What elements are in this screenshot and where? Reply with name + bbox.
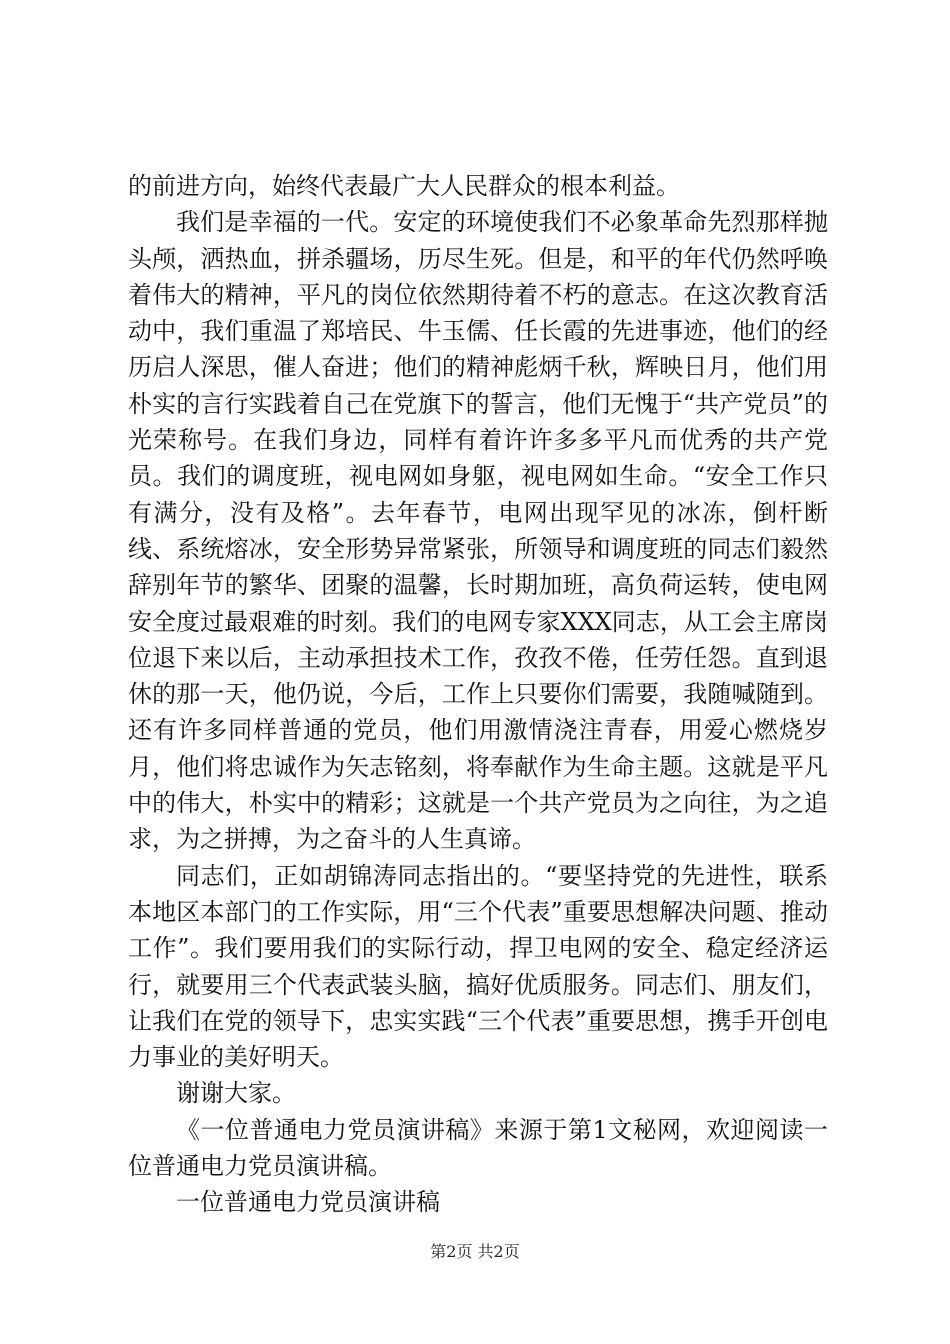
- paragraph-title-repeat: 一位普通电力党员演讲稿: [176, 1188, 440, 1217]
- page-number-footer: 第2页 共2页: [430, 1242, 520, 1261]
- document-body: [128, 168, 828, 1221]
- paragraph-happy-generation: 我们是幸福的一代。安定的环境使我们不必象革命先烈那样抛头颅，洒热血，拼杀疆场，历尽生死。但是，和平的年代仍然呼唤着伟大的精神，平凡的岗位依然期待着不朽的意志。在这次教育活动中，我们重温了郑培民、牛玉儒、任长霞的先进事迹，他们的经历启人深思，催人奋进；他们的精神彪炳千秋，辉映日月，他们用朴实的言行实践着自己在党旗下的誓言，他们无愧于“共产党员”的光荣称号。在我们身边，同样有着许许多多平凡而优秀的共产党员。我们的调度班，视电网如身躯，视电网如生命。“安全工作只有满分，没有及格”。去年春节，电网出现罕见的冰冻，倒杆断线、系统熔冰，安全形势异常紧张，所领导和调度班的同志们毅然辞别年节的繁华、团聚的温馨，长时期加班，高负荷运转，使电网安全度过最艰难的时刻。我们的电网专家XXX同志，从工会主席岗位退下来以后，主动承担技术工作，孜孜不倦，任劳任怨。直到退休的那一天，他仍说，今后，工作上只要你们需要，我随喊随到。还有许多同样普通的党员，他们用激情浇注青春，用爱心燃烧岁月，他们将忠诚作为矢志铭刻，将奉献作为生命主题。这就是平凡中的伟大，朴实中的精彩；这就是一个共产党员为之向往，为之追求，为之拼搏，为之奋斗的人生真谛。: [128, 208, 828, 854]
- paragraph-thanks: 谢谢大家。: [176, 1079, 296, 1108]
- paragraph-comrades: 同志们，正如胡锦涛同志指出的。“要坚持党的先进性，联系本地区本部门的工作实际，用“三个代表”重要思想解决问题、推动工作”。我们要用我们的实际行动，捍卫电网的安全、稳定经济运行，就要用三个代表武装头脑，搞好优质服务。同志们、朋友们，让我们在党的领导下，忠实实践“三个代表”重要思想，携手开创电力事业的美好明天。: [128, 861, 828, 1072]
- paragraph-source-note: 《一位普通电力党员演讲稿》来源于第1文秘网，欢迎阅读一位普通电力党员演讲稿。: [128, 1115, 828, 1181]
- paragraph-continuation: 的前进方向，始终代表最广大人民群众的根本利益。: [128, 172, 680, 200]
